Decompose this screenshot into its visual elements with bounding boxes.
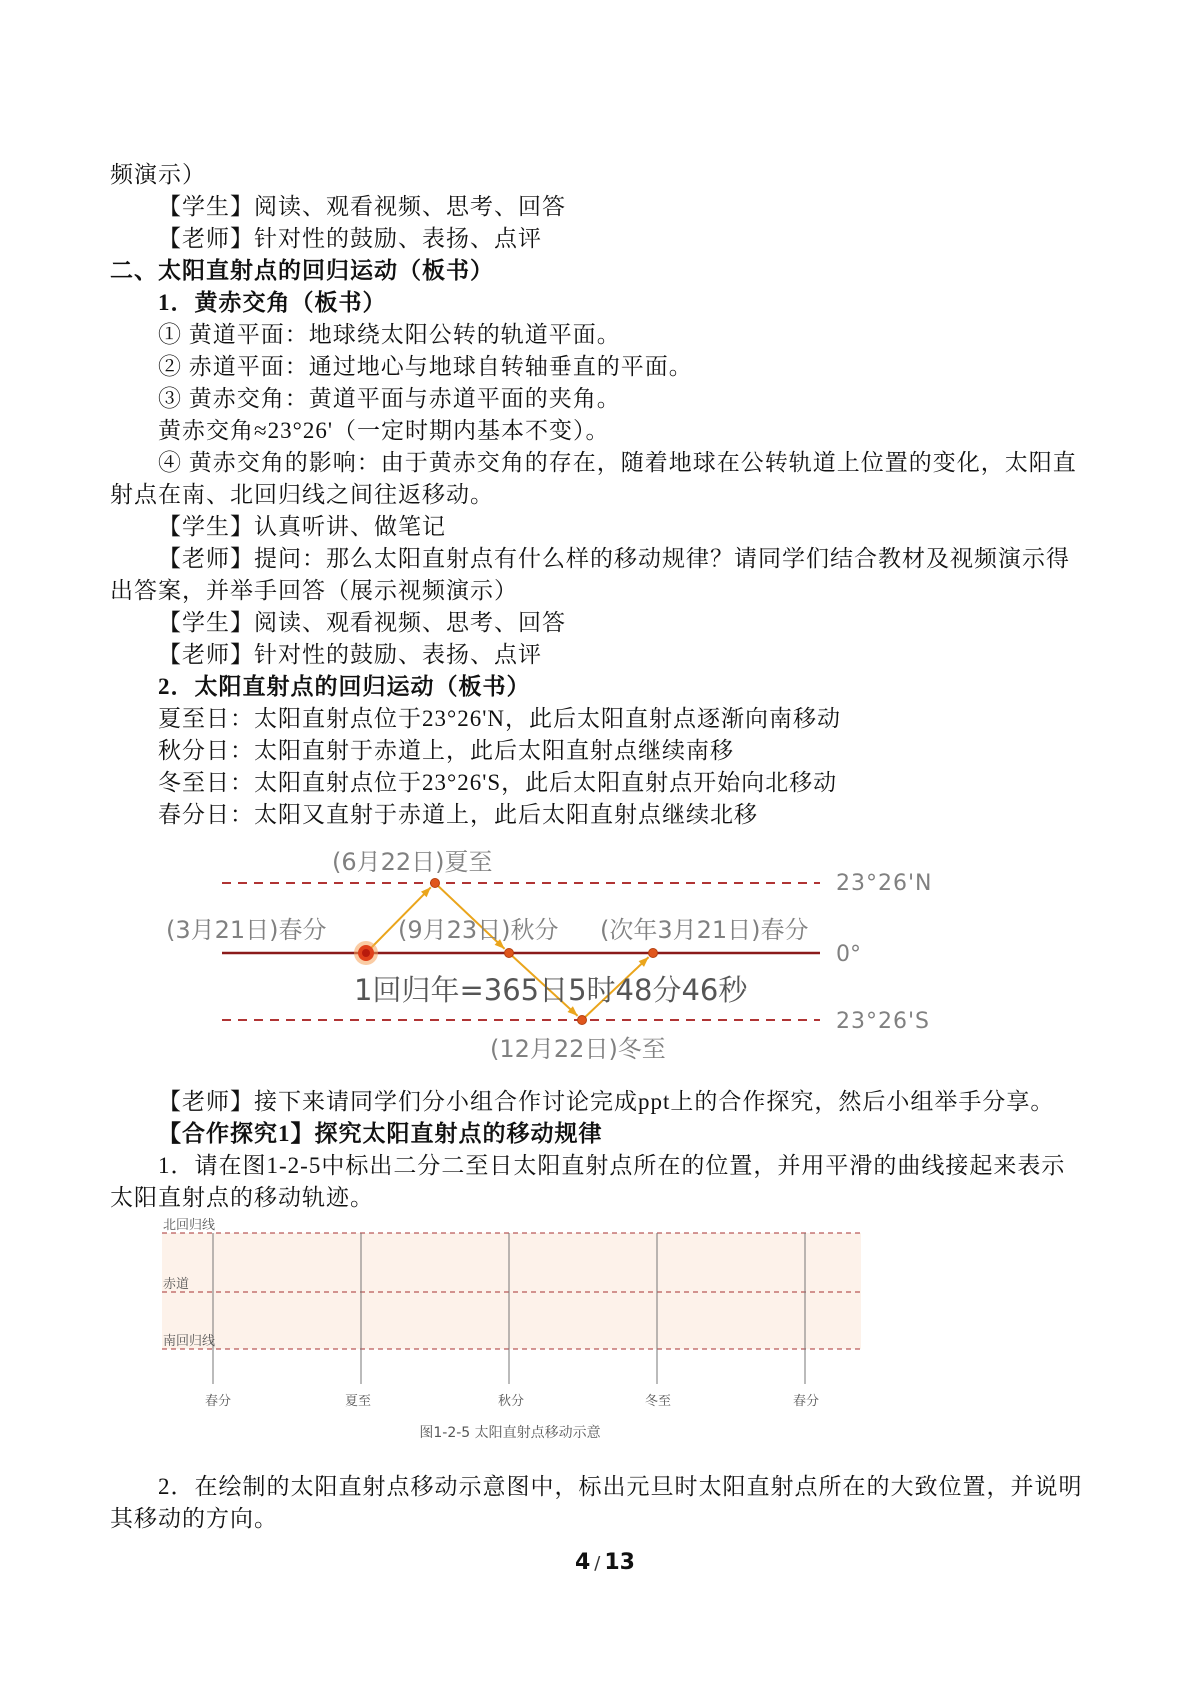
solstice-line: 夏至日：太阳直射点位于23°26'N，此后太阳直射点逐渐向南移动 (158, 706, 841, 731)
question-line: 1．请在图1-2-5中标出二分二至日太阳直射点所在的位置，并用平滑的曲线接起来表示 (158, 1153, 1066, 1178)
tropic-of-capricorn-label: 南回归线 (163, 1334, 216, 1349)
season-label: 春分 (792, 1394, 820, 1409)
season-label: 冬至 (644, 1394, 672, 1409)
summer-solstice-point (431, 879, 440, 888)
teacher-activity-line: 【老师】提问：那么太阳直射点有什么样的移动规律？请同学们结合教材及视频演示得 (158, 546, 1070, 571)
latitude-equator-label: 0° (836, 942, 861, 967)
paragraph-line: 射点在南、北回归线之间往返移动。 (110, 482, 494, 507)
chart-shading (162, 1233, 861, 1349)
question-line: 太阳直射点的移动轨迹。 (110, 1185, 374, 1210)
paragraph-line: 频演示） (110, 162, 206, 187)
next-spring-equinox-point (649, 949, 658, 958)
winter-solstice-point (578, 1016, 587, 1025)
next-spring-equinox-label: (次年3月21日)春分 (600, 916, 809, 944)
section-question-2 (0, 1471, 1191, 1535)
definition-line: ① 黄道平面：地球绕太阳公转的轨道平面。 (158, 322, 621, 347)
definition-line: ③ 黄赤交角：黄道平面与赤道平面的夹角。 (158, 386, 621, 411)
page-separator: / (594, 1553, 601, 1574)
subsection-heading: 1．黄赤交角（板书） (158, 290, 387, 315)
tropical-year-label: 1回归年=365日5时48分46秒 (354, 973, 748, 1007)
blank-movement-chart (0, 1210, 1191, 1450)
teacher-activity-line: 【老师】针对性的鼓励、表扬、点评 (158, 226, 542, 251)
question-line: 2．在绘制的太阳直射点移动示意图中，标出元旦时太阳直射点所在的大致位置，并说明 (158, 1474, 1083, 1499)
section-heading: 二、太阳直射点的回归运动（板书） (110, 258, 494, 283)
latitude-north-label: 23°26'N (836, 871, 933, 896)
student-activity-line: 【学生】认真听讲、做笔记 (158, 514, 446, 539)
paragraph-line: 出答案，并举手回答（展示视频演示） (110, 578, 518, 603)
subsection-heading: 2．太阳直射点的回归运动（板书） (158, 674, 531, 699)
equinox-line: 秋分日：太阳直射于赤道上，此后太阳直射点继续南移 (158, 738, 734, 763)
definition-line: ② 赤道平面：通过地心与地球自转轴垂直的平面。 (158, 354, 693, 379)
current-page: 4 (574, 1550, 591, 1575)
inquiry-heading: 【合作探究1】探究太阳直射点的移动规律 (158, 1121, 603, 1146)
autumn-equinox-point (505, 949, 514, 958)
spring-equinox-label: (3月21日)春分 (166, 916, 327, 944)
equinox-line: 春分日：太阳又直射于赤道上，此后太阳直射点继续北移 (158, 802, 758, 827)
autumn-equinox-label: (9月23日)秋分 (398, 916, 559, 944)
sun-core (362, 949, 370, 957)
angle-value-line: 黄赤交角≈23°26'（一定时期内基本不变）。 (158, 418, 610, 443)
winter-solstice-label: (12月22日)冬至 (490, 1035, 666, 1063)
subsolar-movement-figure (0, 835, 1191, 1070)
solstice-line: 冬至日：太阳直射点位于23°26'S，此后太阳直射点开始向北移动 (158, 770, 838, 795)
page-number (555, 1549, 655, 1578)
student-activity-line: 【学生】阅读、观看视频、思考、回答 (158, 194, 566, 219)
equator-label: 赤道 (163, 1277, 190, 1292)
season-label: 秋分 (497, 1394, 525, 1409)
student-activity-line: 【学生】阅读、观看视频、思考、回答 (158, 610, 566, 635)
section-solar-movement (0, 159, 1191, 831)
latitude-south-label: 23°26'S (836, 1009, 931, 1034)
teacher-activity-line: 【老师】针对性的鼓励、表扬、点评 (158, 642, 542, 667)
figure-caption: 图1-2-5 太阳直射点移动示意 (419, 1425, 601, 1441)
question-line: 其移动的方向。 (110, 1506, 278, 1531)
tropic-of-cancer-label: 北回归线 (163, 1218, 216, 1233)
summer-solstice-label: (6月22日)夏至 (332, 848, 493, 876)
teacher-activity-line: 【老师】接下来请同学们分小组合作讨论完成ppt上的合作探究，然后小组举手分享。 (158, 1089, 1055, 1114)
total-pages: 13 (604, 1550, 635, 1575)
section-cooperative-inquiry (0, 1086, 1191, 1214)
season-label: 春分 (204, 1394, 232, 1409)
season-label: 夏至 (344, 1394, 372, 1409)
definition-line: ④ 黄赤交角的影响：由于黄赤交角的存在，随着地球在公转轨道上位置的变化，太阳直 (158, 450, 1077, 475)
